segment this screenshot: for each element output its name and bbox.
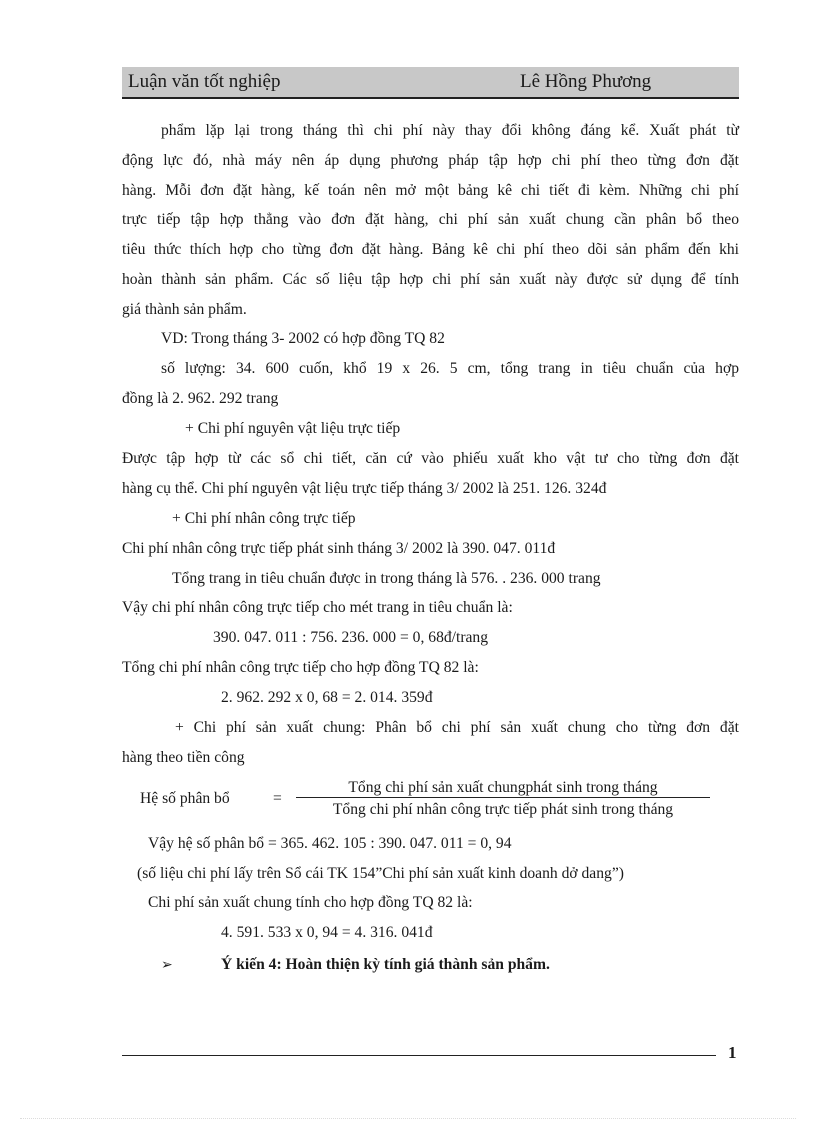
calculation-line: 4. 591. 533 x 0, 94 = 4. 316. 041đ [221, 924, 433, 941]
body-line: tiêu thức thích hợp cho từng đơn đặt hàng. Bảng kê chi phí theo dõi sản phẩm đến khi [122, 241, 739, 258]
body-line: Chi phí sản xuất chung tính cho hợp đồng TQ 82 là: [148, 894, 473, 911]
body-line: phẩm lặp lại trong tháng thì chi phí này thay đổi không đáng kể. Xuất phát từ [161, 122, 739, 139]
formula-denominator: Tổng chi phí nhân công trực tiếp phát sinh trong tháng [332, 801, 674, 818]
body-line: hàng theo tiền công [122, 749, 245, 766]
header-title: Luận văn tốt nghiệp [128, 71, 281, 92]
running-header [122, 67, 739, 99]
formula-equals: = [273, 790, 282, 807]
body-line: hàng cụ thể. Chi phí nguyên vật liệu trực tiếp tháng 3/ 2002 là 251. 126. 324đ [122, 480, 607, 497]
formula-label: Hệ số phân bổ [140, 790, 230, 807]
body-line: (số liệu chi phí lấy trên Sổ cái TK 154”Chi phí sản xuất kinh doanh dở dang”) [137, 865, 624, 882]
section-heading: + Chi phí sản xuất chung: Phân bổ chi phí sản xuất chung cho từng đơn đặt [175, 719, 739, 736]
body-line: hoàn thành sản phẩm. Các số liệu tập hợp chi phí sản xuất này được sử dụng để tính [122, 271, 739, 288]
bullet-heading: Ý kiến 4: Hoàn thiện kỳ tính giá thành sản phẩm. [221, 956, 550, 973]
page-number: 1 [728, 1043, 737, 1062]
fraction-bar [296, 797, 710, 798]
formula-numerator: Tổng chi phí sản xuất chungphát sinh trong tháng [348, 779, 658, 796]
section-heading: + Chi phí nhân công trực tiếp [172, 510, 356, 527]
calculation-line: 390. 047. 011 : 756. 236. 000 = 0, 68đ/trang [213, 629, 489, 646]
footer-rule [122, 1055, 716, 1056]
body-line: Vậy chi phí nhân công trực tiếp cho mét trang in tiêu chuẩn là: [122, 599, 513, 616]
body-line: giá thành sản phẩm. [122, 301, 247, 318]
calculation-line: 2. 962. 292 x 0, 68 = 2. 014. 359đ [221, 689, 433, 706]
body-line: trực tiếp tập hợp thẳng vào đơn đặt hàng, chi phí sản xuất chung cần phân bổ theo [122, 211, 739, 228]
body-line: Tổng trang in tiêu chuẩn được in trong tháng là 576. . 236. 000 trang [172, 570, 601, 587]
calculation-line: Vậy hệ số phân bổ = 365. 462. 105 : 390. 047. 011 = 0, 94 [148, 835, 512, 852]
body-line: đồng là 2. 962. 292 trang [122, 390, 279, 407]
body-line: Chi phí nhân công trực tiếp phát sinh tháng 3/ 2002 là 390. 047. 011đ [122, 540, 556, 557]
body-line: Được tập hợp từ các sổ chi tiết, căn cứ vào phiếu xuất kho vật tư cho từng đơn đặt [122, 450, 739, 467]
body-line: hàng. Mỗi đơn đặt hàng, kế toán nên mở một bảng kê chi tiết đi kèm. Những chi phí [122, 182, 739, 199]
body-line: VD: Trong tháng 3- 2002 có hợp đồng TQ 82 [161, 330, 445, 347]
body-line: số lượng: 34. 600 cuốn, khổ 19 x 26. 5 cm, tổng trang in tiêu chuẩn của hợp [161, 360, 739, 377]
body-line: động lực đó, nhà máy nên áp dụng phương pháp tập hợp chi phí theo từng đơn đặt [122, 152, 739, 169]
header-author: Lê Hồng Phương [520, 71, 652, 92]
body-line: Tổng chi phí nhân công trực tiếp cho hợp đồng TQ 82 là: [122, 659, 479, 676]
arrow-bullet-icon: ➢ [161, 958, 173, 973]
section-heading: + Chi phí nguyên vật liệu trực tiếp [185, 420, 401, 437]
page-edge-divider [20, 1118, 796, 1119]
